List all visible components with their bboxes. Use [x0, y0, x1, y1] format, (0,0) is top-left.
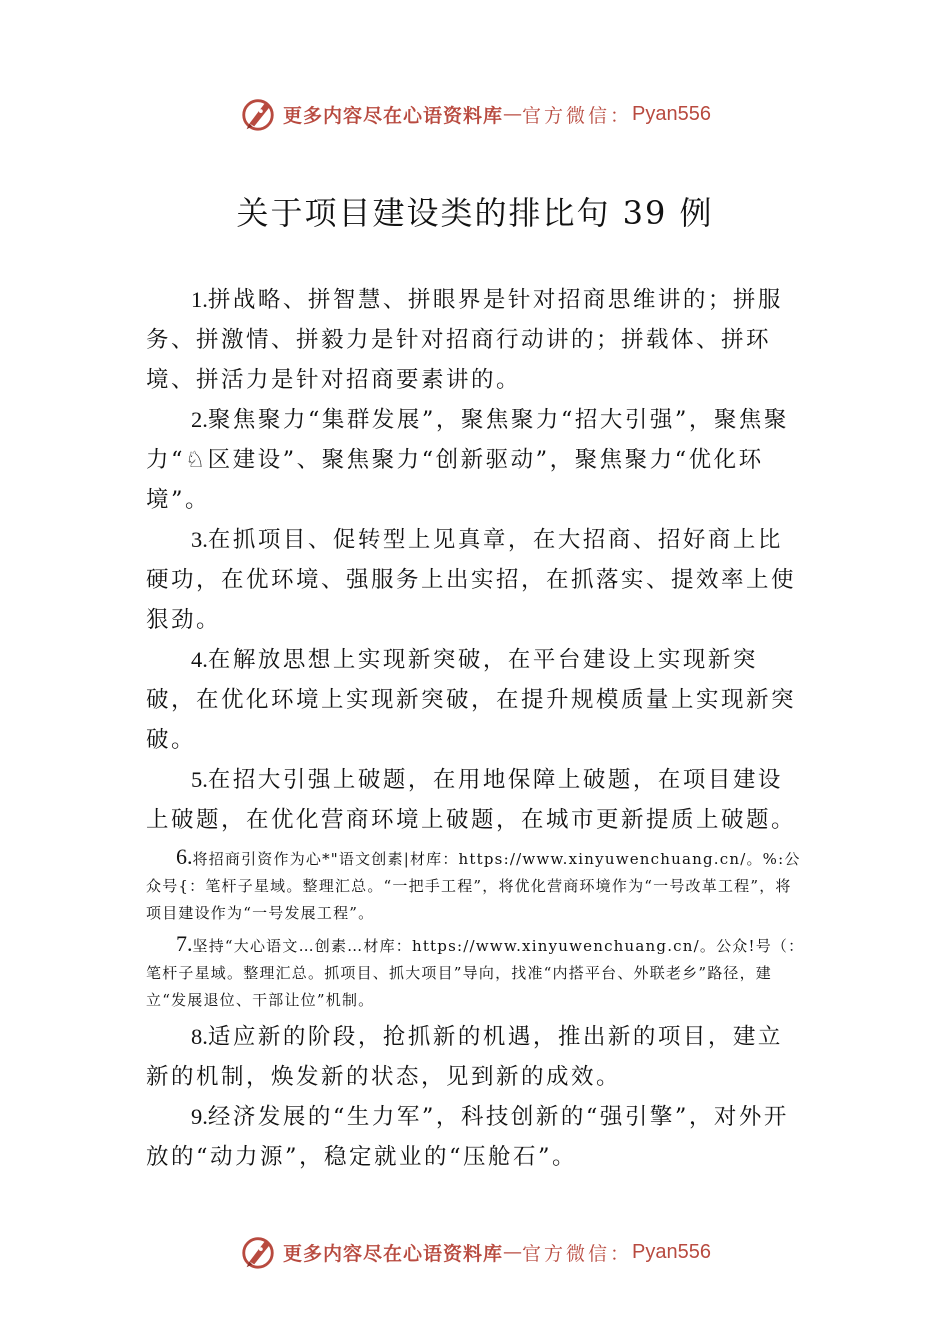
footer-banner: [0, 1232, 950, 1272]
banner-brand-text: 更多内容尽在心语资料库: [283, 1242, 504, 1265]
sentence-item: 4.在解放思想上实现新突破，在平台建设上实现新突破，在优化环境上实现新突破，在提升规模质量上实现新突破。: [146, 647, 797, 753]
sentence-item: 5.在招大引强上破题，在用地保障上破题，在项目建设上破题，在优化营商环境上破题，在城市更新提质上破题。: [146, 767, 797, 833]
document-title: 关于项目建设类的排比句 39 例: [236, 194, 714, 232]
pen-nib-circle-icon: [239, 95, 277, 133]
banner-separator: —: [503, 103, 523, 125]
header-banner: [0, 94, 950, 134]
banner-brand-text: 更多内容尽在心语资料库: [283, 104, 504, 127]
sentence-item: 3.在抓项目、促转型上见真章，在大招商、招好商上比硬功，在优环境、强服务上出实招，在抓落实、提效率上使狠劲。: [146, 527, 797, 633]
pen-nib-circle-icon: [239, 1233, 277, 1271]
banner-wechat-label: 官方微信：: [522, 104, 633, 127]
sentence-item: 8.适应新的阶段，抢抓新的机遇，推出新的项目，建立新的机制，焕发新的状态，见到新的成效。: [146, 1024, 783, 1090]
banner-wechat-label: 官方微信：: [522, 1242, 633, 1265]
banner-wechat-id: Pyan556: [632, 1240, 711, 1263]
sentence-item-watermarked: 6.将招商引资作为心*"语文创素|材库：https://www.xinyuwenchuang.cn/。%:公众号{：笔杆子星域。整理汇总。“一把手工程”，将优化营商环境作为“一号改革工程”，将项目建设作为“一号发展工程”。: [146, 844, 801, 922]
banner-separator: —: [503, 1241, 523, 1263]
sentence-item: 2.聚焦聚力“集群发展”，聚焦聚力“招大引强”，聚焦聚力“♘区建设”、聚焦聚力“创新驱动”，聚焦聚力“优化环境”。: [146, 407, 789, 513]
document-body: [146, 280, 806, 1177]
sentence-item-watermarked: 7.坚持“大心语文…创素…材库：https://www.xinyuwenchuang.cn/。公众!号（：笔杆子星域。整理汇总。抓项目、抓大项目”导向，找准“内搭平台、外联老乡”路径，建立“发展退位、干部让位”机制。: [146, 931, 805, 1009]
sentence-item: 1.拼战略、拼智慧、拼眼界是针对招商思维讲的；拼服务、拼激情、拼毅力是针对招商行动讲的；拼载体、拼环境、拼活力是针对招商要素讲的。: [146, 287, 783, 393]
sentence-item: 9.经济发展的“生力军”，科技创新的“强引擎”，对外开放的“动力源”，稳定就业的“压舱石”。: [146, 1104, 789, 1170]
banner-wechat-id: Pyan556: [632, 102, 711, 125]
